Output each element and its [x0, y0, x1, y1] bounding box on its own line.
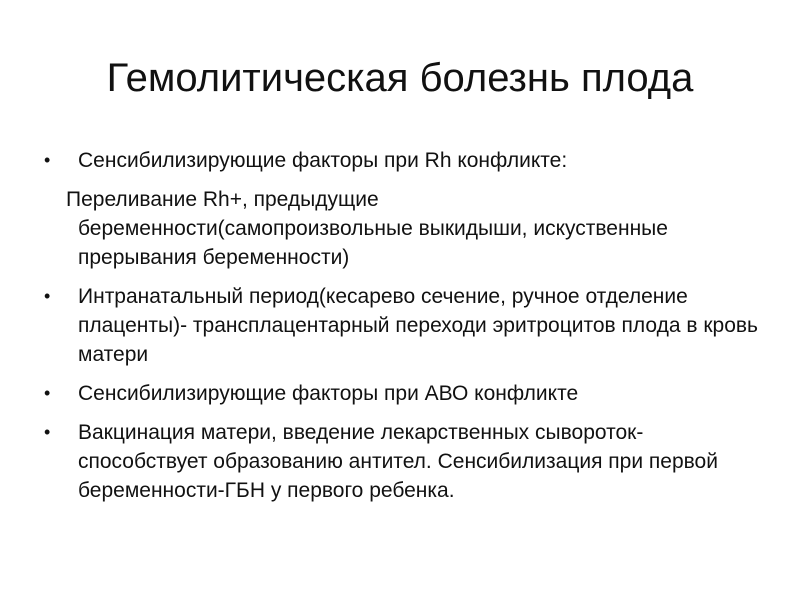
bullet-item-vaccination: [44, 418, 760, 505]
slide-content: [44, 146, 760, 515]
bullet-text: Интранатальный период(кесарево сечение, ручное отделение плаценты)- трансплацентарный переходи эритроцитов плода в кровь матери: [78, 285, 758, 366]
continuation-first-line: Переливание Rh+, предыдущие: [66, 188, 379, 211]
bullet-icon: •: [44, 286, 51, 306]
bullet-continuation-transfusion: [44, 185, 760, 272]
bullet-text: Сенсибилизирующие факторы при Rh конфликте:: [78, 149, 568, 172]
bullet-icon: •: [44, 150, 51, 170]
bullet-icon: •: [44, 422, 51, 442]
bullet-item-intrapartum: [44, 282, 760, 369]
bullet-item-rh-factors: [44, 146, 760, 175]
bullet-icon: •: [44, 383, 51, 403]
bullet-text: Сенсибилизирующие факторы при АВО конфликте: [78, 382, 579, 405]
slide-title: Гемолитическая болезнь плода: [106, 56, 694, 100]
bullet-text: Вакцинация матери, введение лекарственных сывороток-способствует образованию антител. Сенсибилизация при первой беременности-ГБН у первого ребенка.: [78, 421, 718, 502]
continuation-text: беременности(самопроизвольные выкидыши, искуственные прерывания беременности): [78, 217, 668, 269]
bullet-item-abo-factors: [44, 379, 760, 408]
